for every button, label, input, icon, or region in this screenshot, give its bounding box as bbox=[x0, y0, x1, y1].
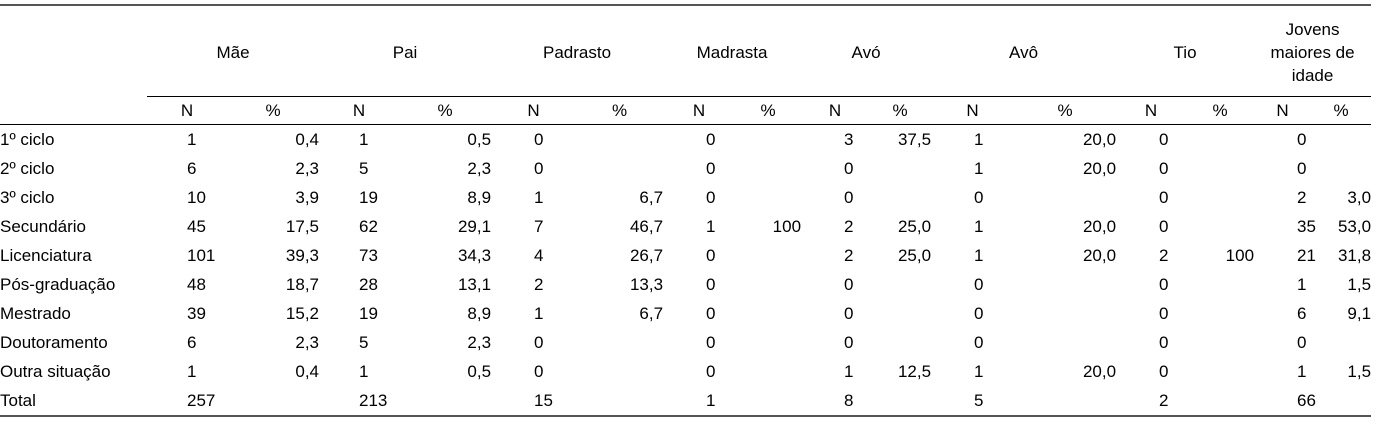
cell-count: 101 bbox=[187, 246, 216, 265]
cell-percent: 6,7 bbox=[639, 304, 664, 323]
cell-count: 1 bbox=[931, 125, 1014, 155]
cell-count: 5 bbox=[359, 159, 369, 178]
cell-percent bbox=[399, 386, 491, 416]
cell-percent bbox=[735, 386, 801, 416]
cell-count: 2 bbox=[534, 275, 544, 294]
subheader-pct: % bbox=[1333, 101, 1349, 120]
cell-percent bbox=[576, 386, 663, 416]
cell-count: 0 bbox=[974, 188, 984, 207]
table-row bbox=[0, 183, 1371, 212]
cell-percent: 2,3 bbox=[467, 333, 492, 352]
cell-percent: 17,5 bbox=[285, 217, 320, 236]
cell-percent: 0,4 bbox=[227, 125, 319, 155]
cell-percent: 100 bbox=[772, 217, 802, 236]
subheader-pct: % bbox=[892, 101, 908, 120]
cell-percent: 2,3 bbox=[467, 159, 492, 178]
table-body bbox=[0, 125, 1371, 417]
subheader-pct: % bbox=[1212, 101, 1228, 120]
cell-percent bbox=[1014, 299, 1116, 328]
cell-percent bbox=[869, 386, 931, 416]
group-header: Madrasta bbox=[663, 5, 801, 97]
cell-percent: 0,5 bbox=[399, 125, 491, 155]
cell-count: 10 bbox=[187, 188, 206, 207]
cell-count: 0 bbox=[1297, 159, 1307, 178]
cell-percent: 53,0 bbox=[1337, 217, 1372, 236]
row-label: 3º ciclo bbox=[0, 188, 55, 207]
cell-count: 6 bbox=[1297, 304, 1307, 323]
table-row bbox=[0, 125, 1371, 155]
cell-count: 21 bbox=[1297, 246, 1316, 265]
cell-percent: 0,5 bbox=[467, 362, 492, 381]
cell-count: 0 bbox=[844, 304, 854, 323]
cell-count: 0 bbox=[1159, 362, 1169, 381]
cell-percent bbox=[1014, 183, 1116, 212]
subheader-n: N bbox=[1276, 101, 1289, 120]
group-header: Pai bbox=[319, 5, 491, 97]
cell-count: 48 bbox=[187, 275, 206, 294]
cell-count: 1 bbox=[974, 217, 984, 236]
subheader-n: N bbox=[828, 101, 842, 120]
cell-count: 0 bbox=[706, 362, 716, 381]
subheader-pct: % bbox=[611, 101, 628, 120]
cell-count: 4 bbox=[534, 246, 544, 265]
cell-count: 2 bbox=[1297, 188, 1307, 207]
table-row bbox=[0, 212, 1371, 241]
cell-count: 39 bbox=[187, 304, 206, 323]
cell-count: 5 bbox=[931, 386, 1014, 416]
cell-percent: 8,9 bbox=[467, 304, 492, 323]
cell-count: 62 bbox=[359, 217, 378, 236]
subheader-corner bbox=[0, 97, 147, 125]
cell-percent bbox=[735, 299, 801, 328]
cell-percent: 1,5 bbox=[1347, 275, 1372, 294]
cell-percent bbox=[1311, 154, 1371, 183]
cell-count: 0 bbox=[706, 246, 716, 265]
cell-count: 257 bbox=[147, 386, 227, 416]
cell-count: 1 bbox=[319, 125, 399, 155]
row-label: Pós-graduação bbox=[0, 275, 116, 294]
cell-count: 7 bbox=[534, 217, 544, 236]
cell-percent bbox=[1014, 386, 1116, 416]
cell-percent bbox=[1186, 328, 1254, 357]
cell-percent bbox=[735, 154, 801, 183]
cell-percent bbox=[735, 328, 801, 357]
group-header: Padrasto bbox=[491, 5, 663, 97]
cell-count: 0 bbox=[974, 304, 984, 323]
cell-count: 19 bbox=[359, 304, 378, 323]
cell-count: 5 bbox=[359, 333, 369, 352]
cell-count: 0 bbox=[844, 275, 854, 294]
row-label: Outra situação bbox=[0, 362, 111, 381]
cell-count: 1 bbox=[147, 125, 227, 155]
table-row bbox=[0, 241, 1371, 270]
cell-count: 0 bbox=[844, 333, 854, 352]
cell-percent bbox=[1186, 357, 1254, 386]
cell-percent: 2,3 bbox=[295, 333, 320, 352]
table-row bbox=[0, 386, 1371, 416]
cell-count: 1 bbox=[844, 362, 854, 381]
cell-count: 1 bbox=[974, 159, 984, 178]
cell-count: 28 bbox=[359, 275, 378, 294]
cell-percent: 1,5 bbox=[1347, 362, 1372, 381]
cell-percent bbox=[869, 270, 931, 299]
cell-percent bbox=[869, 299, 931, 328]
cell-count: 66 bbox=[1254, 386, 1311, 416]
cell-percent bbox=[576, 125, 663, 155]
row-label: Doutoramento bbox=[0, 333, 108, 352]
cell-count: 0 bbox=[1254, 125, 1311, 155]
education-table bbox=[0, 4, 1371, 417]
cell-count: 8 bbox=[801, 386, 869, 416]
cell-count: 0 bbox=[974, 333, 984, 352]
subheader-pct: % bbox=[1057, 101, 1073, 120]
cell-percent bbox=[1014, 270, 1116, 299]
table-row bbox=[0, 154, 1371, 183]
subheader-pct: % bbox=[437, 101, 453, 120]
cell-count: 73 bbox=[359, 246, 378, 265]
cell-count: 1 bbox=[534, 304, 544, 323]
group-header: Mãe bbox=[147, 5, 319, 97]
cell-count: 0 bbox=[844, 159, 854, 178]
cell-percent: 20,0 bbox=[1082, 362, 1117, 381]
cell-count: 0 bbox=[844, 188, 854, 207]
cell-count: 0 bbox=[706, 188, 716, 207]
cell-percent: 20,0 bbox=[1014, 125, 1116, 155]
table-row bbox=[0, 357, 1371, 386]
cell-percent bbox=[735, 357, 801, 386]
cell-count: 3 bbox=[801, 125, 869, 155]
cell-count: 19 bbox=[359, 188, 378, 207]
cell-count: 0 bbox=[534, 159, 544, 178]
cell-count: 1 bbox=[359, 362, 369, 381]
cell-count: 45 bbox=[187, 217, 206, 236]
cell-count: 0 bbox=[974, 275, 984, 294]
cell-percent bbox=[869, 328, 931, 357]
subheader-n: N bbox=[180, 101, 194, 120]
cell-count: 1 bbox=[974, 246, 984, 265]
cell-percent: 8,9 bbox=[467, 188, 492, 207]
cell-percent bbox=[576, 357, 663, 386]
cell-count: 0 bbox=[1116, 125, 1186, 155]
cell-percent bbox=[1186, 125, 1254, 155]
cell-percent: 20,0 bbox=[1082, 217, 1117, 236]
subheader-row bbox=[0, 97, 1371, 125]
cell-percent: 29,1 bbox=[457, 217, 492, 236]
cell-count: 0 bbox=[1159, 275, 1169, 294]
row-label: Licenciatura bbox=[0, 246, 92, 265]
cell-percent: 15,2 bbox=[285, 304, 320, 323]
cell-count: 0 bbox=[663, 125, 735, 155]
group-header: Avó bbox=[801, 5, 931, 97]
cell-percent: 37,5 bbox=[869, 125, 931, 155]
cell-percent: 3,0 bbox=[1347, 188, 1372, 207]
cell-percent bbox=[1186, 270, 1254, 299]
subheader-pct: % bbox=[265, 101, 281, 120]
cell-percent: 0,4 bbox=[295, 362, 320, 381]
table-row bbox=[0, 328, 1371, 357]
group-header: Tio bbox=[1116, 5, 1254, 97]
group-header: Jovens maiores de idade bbox=[1254, 5, 1371, 97]
cell-percent bbox=[735, 241, 801, 270]
cell-percent: 25,0 bbox=[897, 246, 932, 265]
cell-percent bbox=[1186, 212, 1254, 241]
cell-percent bbox=[576, 328, 663, 357]
cell-count: 6 bbox=[187, 333, 197, 352]
cell-count: 0 bbox=[1159, 188, 1169, 207]
cell-percent bbox=[869, 183, 931, 212]
cell-percent bbox=[735, 270, 801, 299]
group-header: Avô bbox=[931, 5, 1116, 97]
cell-percent: 9,1 bbox=[1347, 304, 1372, 323]
table-row bbox=[0, 299, 1371, 328]
cell-percent: 18,7 bbox=[285, 275, 320, 294]
cell-count: 0 bbox=[1159, 159, 1169, 178]
cell-count: 0 bbox=[491, 125, 576, 155]
subheader-n: N bbox=[527, 101, 540, 120]
subheader-n: N bbox=[692, 101, 706, 120]
row-label: 2º ciclo bbox=[0, 159, 55, 178]
table-row bbox=[0, 270, 1371, 299]
cell-percent bbox=[227, 386, 319, 416]
cell-percent: 3,9 bbox=[295, 188, 320, 207]
cell-percent bbox=[869, 154, 931, 183]
cell-percent: 6,7 bbox=[639, 188, 664, 207]
cell-percent: 25,0 bbox=[897, 217, 932, 236]
cell-percent bbox=[1186, 299, 1254, 328]
header-corner bbox=[0, 5, 147, 97]
cell-count: 1 bbox=[974, 362, 984, 381]
cell-count: 6 bbox=[187, 159, 197, 178]
subheader-n: N bbox=[352, 101, 366, 120]
cell-percent: 13,3 bbox=[629, 275, 664, 294]
cell-count: 0 bbox=[706, 275, 716, 294]
cell-count: 0 bbox=[1159, 333, 1169, 352]
cell-count: 213 bbox=[319, 386, 399, 416]
cell-count: 0 bbox=[534, 333, 544, 352]
cell-percent bbox=[1311, 125, 1371, 155]
cell-count: 0 bbox=[534, 362, 544, 381]
cell-count: 0 bbox=[706, 159, 716, 178]
cell-percent: 2,3 bbox=[295, 159, 320, 178]
cell-percent bbox=[1311, 386, 1371, 416]
row-label: Secundário bbox=[0, 217, 87, 236]
cell-count: 1 bbox=[663, 386, 735, 416]
row-label: Mestrado bbox=[0, 304, 71, 323]
cell-count: 2 bbox=[1116, 386, 1186, 416]
cell-percent: 34,3 bbox=[457, 246, 492, 265]
cell-percent: 20,0 bbox=[1082, 159, 1117, 178]
cell-count: 15 bbox=[491, 386, 576, 416]
cell-count: 2 bbox=[1159, 246, 1169, 265]
subheader-n: N bbox=[1144, 101, 1158, 120]
cell-count: 35 bbox=[1297, 217, 1316, 236]
cell-percent bbox=[735, 125, 801, 155]
row-label: Total bbox=[0, 386, 147, 416]
cell-count: 0 bbox=[706, 333, 716, 352]
cell-percent bbox=[1311, 328, 1371, 357]
row-label: 1º ciclo bbox=[0, 125, 147, 155]
cell-count: 1 bbox=[534, 188, 544, 207]
cell-percent bbox=[735, 183, 801, 212]
cell-count: 1 bbox=[1297, 362, 1307, 381]
cell-percent: 12,5 bbox=[897, 362, 932, 381]
cell-count: 0 bbox=[706, 304, 716, 323]
cell-percent bbox=[1186, 183, 1254, 212]
cell-count: 2 bbox=[844, 246, 854, 265]
cell-percent bbox=[1186, 154, 1254, 183]
cell-percent bbox=[1014, 328, 1116, 357]
cell-percent: 100 bbox=[1225, 246, 1255, 265]
cell-percent: 26,7 bbox=[629, 246, 664, 265]
cell-count: 0 bbox=[1159, 304, 1169, 323]
cell-count: 1 bbox=[1297, 275, 1307, 294]
group-header-row bbox=[0, 5, 1371, 97]
subheader-n: N bbox=[966, 101, 979, 120]
subheader-pct: % bbox=[760, 101, 776, 120]
cell-count: 0 bbox=[1159, 217, 1169, 236]
cell-percent bbox=[1186, 386, 1254, 416]
cell-count: 0 bbox=[1297, 333, 1307, 352]
cell-percent: 20,0 bbox=[1082, 246, 1117, 265]
cell-percent: 13,1 bbox=[457, 275, 492, 294]
cell-percent bbox=[576, 154, 663, 183]
cell-percent: 31,8 bbox=[1337, 246, 1372, 265]
cell-percent: 39,3 bbox=[285, 246, 320, 265]
cell-percent: 46,7 bbox=[629, 217, 664, 236]
cell-count: 2 bbox=[844, 217, 854, 236]
cell-count: 1 bbox=[706, 217, 716, 236]
cell-count: 1 bbox=[187, 362, 197, 381]
